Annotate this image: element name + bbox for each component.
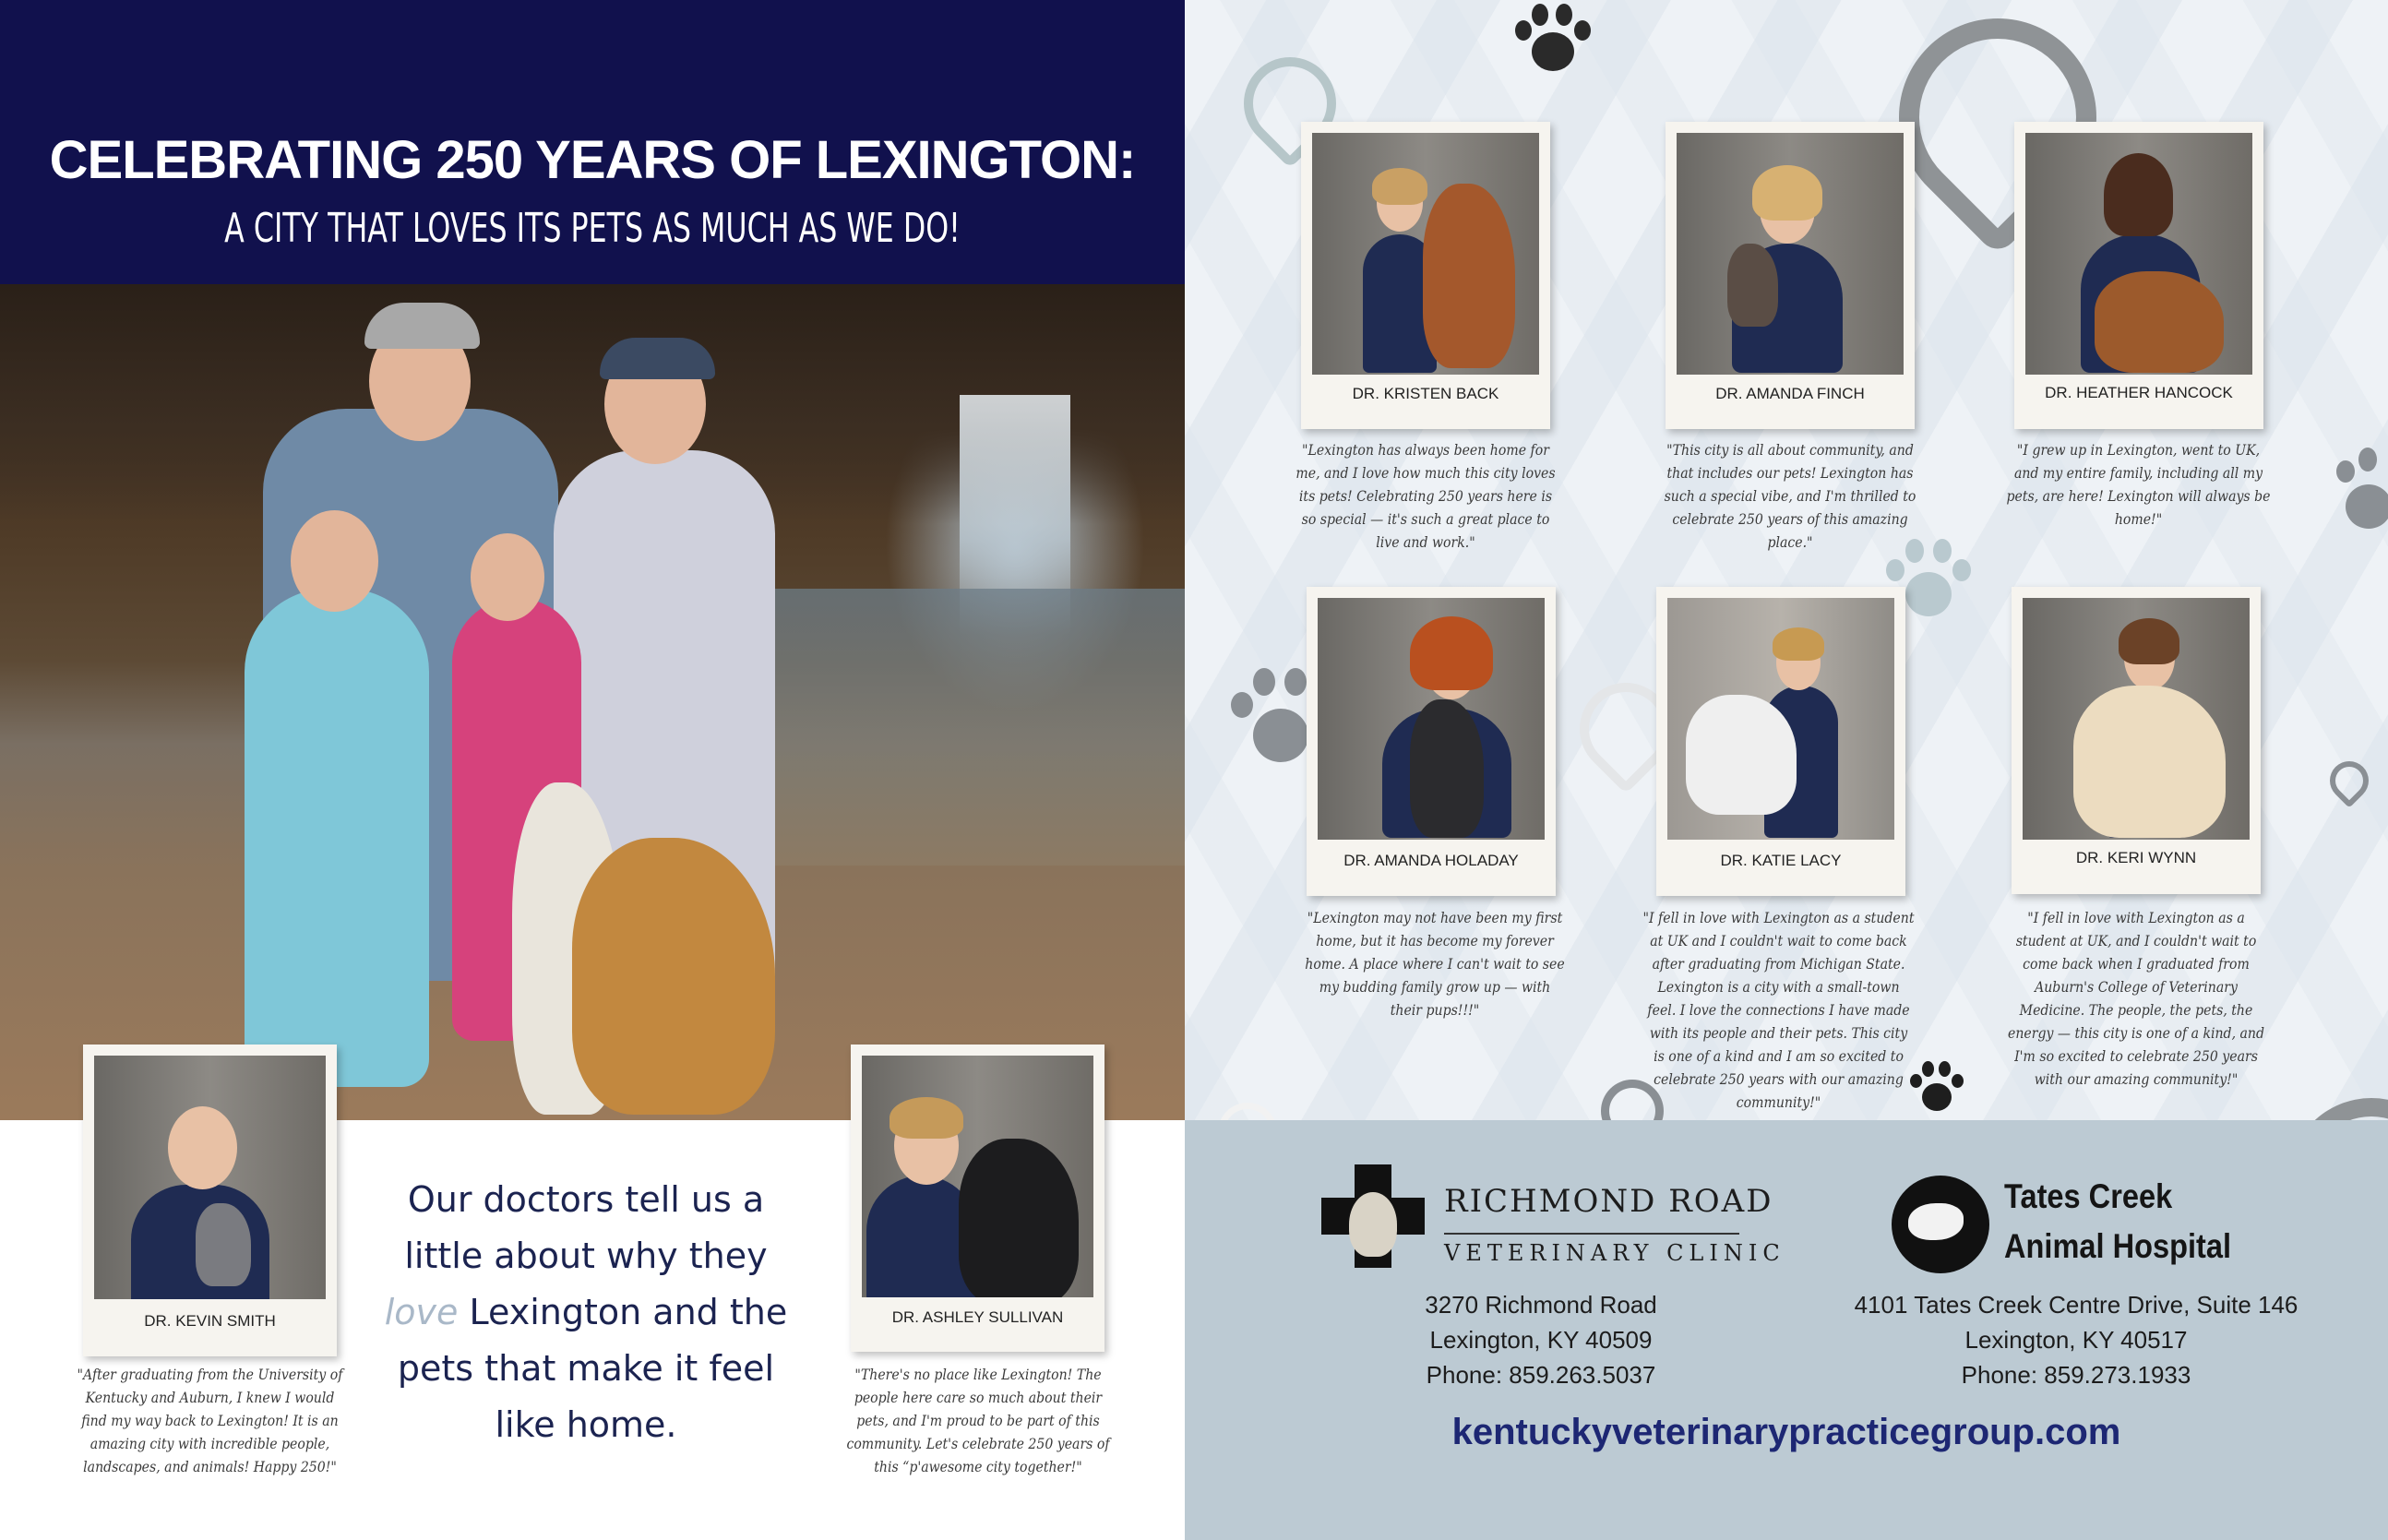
doctor-quote: "Lexington has always been home for me, and I love how much this city loves its pets! Celebrating 250 years here is so special — it's such a great place to live and work." [1295, 441, 1556, 551]
doctor-card-keri-wynn [2012, 587, 2261, 894]
doctor-quote: "Lexington may not have been my first home, but it has become my forever home. A place where I can't wait to see my budding family grow up — with their pups!!!" [1305, 909, 1565, 1019]
paw-icon [2336, 448, 2388, 535]
creek-water [720, 589, 1185, 866]
address-line: Lexington, KY 40517 [1964, 1326, 2188, 1354]
paw-icon [1511, 0, 1594, 78]
page-title: CELEBRATING 250 YEARS OF LEXINGTON: [49, 130, 1136, 190]
cap [364, 303, 480, 349]
doctor-name: DR. KERI WYNN [2075, 849, 2197, 866]
tates-creek-address [1836, 1287, 2316, 1392]
doctor-quote: "This city is all about community, and that includes our pets! Lexington has such a special vibe, and I'm thrilled to celebrate 250 years of this amazing place." [1664, 441, 1916, 551]
doctor-name: DR. HEATHER HANCOCK [2045, 384, 2233, 401]
page-subtitle: A CITY THAT LOVES ITS PETS AS MUCH AS WE DO! [224, 205, 961, 252]
doctor-photo [94, 1056, 326, 1299]
doctor-name: DR. KATIE LACY [1720, 852, 1842, 869]
person-girl-pink-head [471, 533, 544, 621]
cat-dog-icon [1908, 1203, 1964, 1240]
tagline-love: love [384, 1292, 459, 1332]
richmond-road-address [1384, 1287, 1698, 1392]
doctor-quote: "I grew up in Lexington, went to UK, and my entire family, including all my pets, are here! Lexington will always be home!" [2006, 441, 2271, 528]
doctor-photo [1318, 598, 1545, 840]
heartbeat-line [1444, 1233, 1739, 1235]
paw-icon [1908, 1059, 1965, 1116]
doctor-photo [1677, 133, 1904, 375]
richmond-road-name: RICHMOND ROAD [1444, 1183, 1773, 1220]
tates-creek-subtitle: Animal Hospital [2004, 1227, 2232, 1265]
doctor-card-kevin-smith [83, 1045, 337, 1356]
person-girl-teal-head [291, 510, 378, 612]
dog-golden [572, 838, 775, 1115]
doctor-quote: "I fell in love with Lexington as a student at UK, and I couldn't wait to come back when I graduated from Auburn's College of Veterinary Medicine. The people, the pets, the energy — this city is one of a kind, and I'm so excited to celebrate 250 years with our amazing community!" [2007, 909, 2264, 1088]
doctor-photo [1312, 133, 1539, 375]
doctor-quote: "I fell in love with Lexington as a student at UK and I couldn't wait to come back after graduating from Michigan State. Lexington is a city with a small-town feel. I love the connections I have made with its people and their pets. This city is one of a kind and I am so excited to celebrate 250 years with our amazing community!" [1642, 909, 1915, 1111]
doctor-quote: "There's no place like Lexington! The people here care so much about their pets, and I'm proud to be part of this community. Let's celebrate 250 years of this “p'awesome city together!" [846, 1366, 1110, 1475]
tagline [369, 1172, 803, 1453]
doctor-photo [862, 1056, 1093, 1297]
family-photo [0, 284, 1185, 1120]
doctor-name: DR. KRISTEN BACK [1352, 385, 1499, 402]
phone-number: Phone: 859.263.5037 [1426, 1361, 1656, 1389]
doctor-name: DR. ASHLEY SULLIVAN [891, 1308, 1064, 1326]
doctor-card-ashley-sullivan [851, 1045, 1104, 1352]
dog-icon [1349, 1192, 1397, 1257]
address-line: Lexington, KY 40509 [1429, 1326, 1653, 1354]
doctor-card-amanda-holaday [1307, 587, 1556, 896]
doctor-photo [1667, 598, 1894, 840]
doctor-name: DR. AMANDA FINCH [1715, 385, 1865, 402]
person-girl-teal [245, 589, 429, 1087]
doctor-card-kristen-back [1301, 122, 1550, 429]
doctor-photo [2023, 598, 2250, 840]
doctor-card-amanda-finch [1666, 122, 1915, 429]
tates-creek-logo [1892, 1176, 1989, 1273]
doctor-photo [2025, 133, 2252, 375]
doctor-quote: "After graduating from the University of Kentucky and Auburn, I knew I would find my way back to Lexington! It is an amazing city with incredible people, landscapes, and animals! Happy 250!" [77, 1366, 343, 1475]
tagline-text-end: Lexington and the pets that make it feel like home. [397, 1292, 788, 1445]
address-line: 3270 Richmond Road [1425, 1291, 1657, 1319]
website-link[interactable]: kentuckyveterinarypracticegroup.com [1451, 1412, 2121, 1452]
richmond-road-logo [1321, 1164, 1425, 1268]
cap [600, 338, 715, 379]
doctor-name: DR. AMANDA HOLADAY [1343, 852, 1519, 869]
phone-number: Phone: 859.273.1933 [1961, 1361, 2191, 1389]
tates-creek-name: Tates Creek [2004, 1177, 2173, 1215]
address-line: 4101 Tates Creek Centre Drive, Suite 146 [1854, 1291, 2298, 1319]
doctor-card-katie-lacy [1656, 587, 1905, 896]
doctor-name: DR. KEVIN SMITH [144, 1312, 276, 1330]
richmond-road-subtitle: VETERINARY CLINIC [1444, 1240, 1785, 1266]
tagline-text: Our doctors tell us a little about why they [404, 1179, 768, 1276]
doctor-card-heather-hancock [2014, 122, 2263, 429]
